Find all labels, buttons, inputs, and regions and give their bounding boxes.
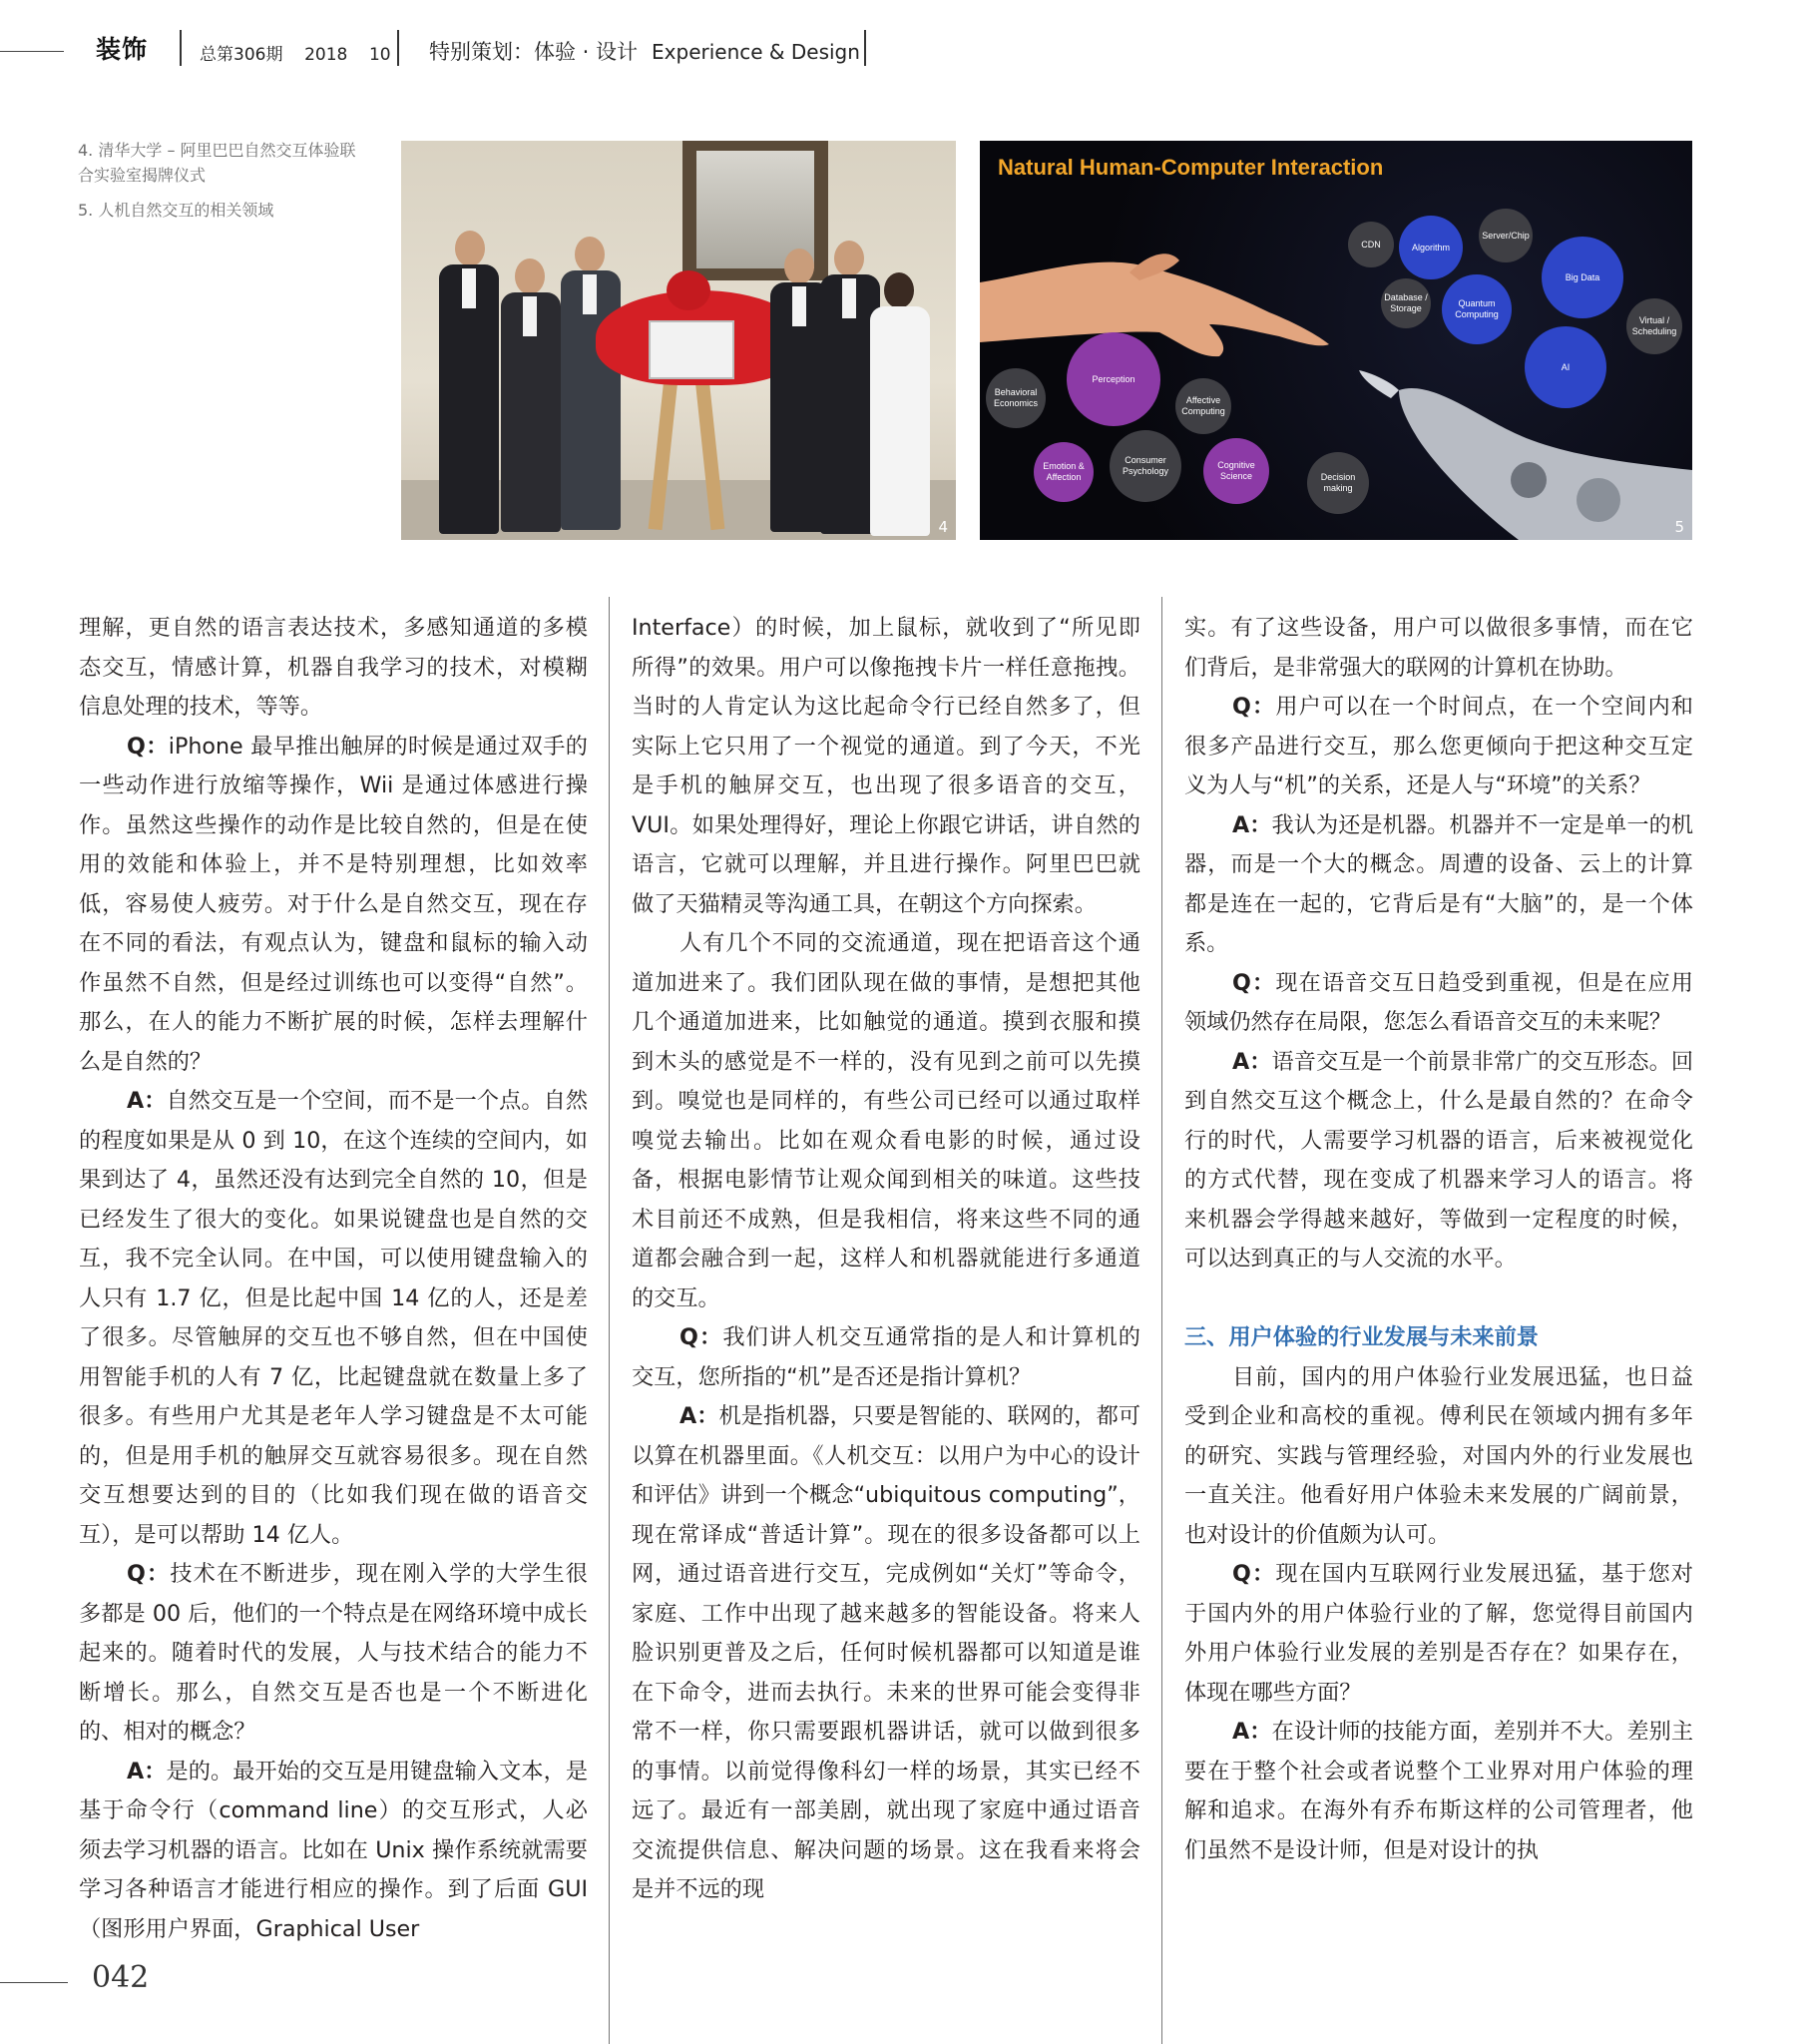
qa-label: A： xyxy=(1232,1719,1272,1745)
photo-lab-unveiling xyxy=(401,141,956,540)
column-divider xyxy=(1161,597,1162,2044)
bubble-virtual-scheduling: Virtual / Scheduling xyxy=(1626,298,1682,354)
bubble-server-chip: Server/Chip xyxy=(1479,209,1533,262)
qa-paragraph xyxy=(1184,806,1693,964)
issue-month: 10 xyxy=(368,45,391,65)
body-paragraph: Interface）的时候，加上鼠标，就收到了“所见即所得”的效果。用户可以像拖拽卡片一样任意拖拽。当时的人肯定认为这比起命令行已经自然多了，但实际上它只用了一个视觉的通道。到了今天，不光是手机的触屏交互，也出现了很多语音的交互，VUI。如果处理得好，理论上你跟它讲话，讲自然的语言，它就可以理解，并且进行操作。阿里巴巴就做了天猫精灵等沟通工具，在朝这个方向探索。 xyxy=(632,615,1140,917)
header-separator xyxy=(180,30,182,66)
bubble-perception: Perception xyxy=(1067,332,1160,426)
section-title-zh: 特别策划：体验 · 设计 xyxy=(429,40,639,64)
qa-label: Q： xyxy=(127,1561,171,1587)
caption-5: 5. 人机自然交互的相关领域 xyxy=(78,201,274,220)
page-number: 042 xyxy=(92,1960,150,1995)
qa-text: 语音交互是一个前景非常广的交互形态。回到自然交互这个概念上，什么是最自然的？在命令行的时代，人需要学习机器的语言，后来被视觉化的方式代替，现在变成了机器来学习人的语言。将来机器会学得越来越好，等做到一定程度的时候，可以达到真正的与人交流的水平。 xyxy=(1184,1048,1694,1272)
issue-number: 总第306期 xyxy=(200,45,283,65)
nhci-title: Natural Human-Computer Interaction xyxy=(998,155,1384,180)
qa-paragraph xyxy=(79,1082,588,1555)
bubble-consumer-psychology: Consumer Psychology xyxy=(1110,430,1181,502)
qa-text: 技术在不断进步，现在刚入学的大学生很多都是 00 后，他们的一个特点是在网络环境中成长起来的。随着时代的发展，人与技术结合的能力不断增长。那么，自然交互是否也是一个不断进化的、相对的概念？ xyxy=(79,1561,588,1745)
section-heading: 三、用户体验的行业发展与未来前景 xyxy=(1184,1324,1539,1350)
lab-plaque xyxy=(649,320,734,379)
issue-info xyxy=(200,40,391,65)
qa-paragraph xyxy=(1184,688,1693,806)
qa-label: A： xyxy=(1232,811,1272,838)
header-separator xyxy=(864,30,866,66)
bubble-behavioral-economics: Behavioral Economics xyxy=(986,368,1046,428)
body-paragraph: 实。有了这些设备，用户可以做很多事情，而在它们背后，是非常强大的联网的计算机在协助。 xyxy=(1184,615,1693,681)
bubble-cognitive-science: Cognitive Science xyxy=(1203,438,1269,504)
qa-text: 现在国内互联网行业发展迅猛，基于您对于国内外的用户体验行业的了解，您觉得目前国内外用户体验行业发展的差别是否存在？如果存在，体现在哪些方面？ xyxy=(1184,1561,1693,1706)
qa-label: A： xyxy=(127,1758,167,1785)
qa-text: 我们讲人机交互通常指的是人和计算机的交互，您所指的“机”是否还是指计算机？ xyxy=(632,1324,1140,1390)
figure-number-5: 5 xyxy=(1674,518,1684,536)
magazine-logo: 装饰 xyxy=(96,35,149,64)
photo-nhci-diagram xyxy=(980,141,1692,540)
qa-paragraph xyxy=(1184,1043,1693,1279)
human-hand-illustration xyxy=(980,213,1339,362)
qa-paragraph xyxy=(632,1397,1140,1910)
body-paragraph: 理解，更自然的语言表达技术，多感知通道的多模态交互，情感计算，机器自我学习的技术，对模糊信息处理的技术，等等。 xyxy=(79,615,588,720)
figure-number-4: 4 xyxy=(938,518,948,536)
qa-paragraph xyxy=(79,728,588,1083)
qa-label: A： xyxy=(127,1088,167,1114)
qa-label: A： xyxy=(679,1403,719,1429)
qa-label: Q： xyxy=(1232,1561,1276,1587)
qa-text: 我认为还是机器。机器并不一定是单一的机器，而是一个大的概念。周遭的设备、云上的计算都是连在一起的，它背后是有“大脑”的，是一个体系。 xyxy=(1184,811,1694,956)
qa-label: Q： xyxy=(127,733,169,760)
bubble-algorithm: Algorithm xyxy=(1399,216,1463,279)
article-column-3 xyxy=(1184,609,1693,1870)
section-title-en: Experience & Design xyxy=(652,40,860,64)
qa-paragraph xyxy=(79,1753,588,1950)
qa-text: 机是指机器，只要是智能的、联网的，都可以算在机器里面。《人机交互：以用户为中心的设计和评估》讲到一个概念“ubiquitous computing”，现在常译成“普适计算”。现在的很多设备都可以上网，通过语音进行交互，完成例如“关灯”等命令，家庭、工作中出现了越来越多的智能设备。将来人脸识别更普及之后，任何时候机器都可以知道是谁在下命令，进而去执行。未来的世界可能会变得非常不一样，你只需要跟机器讲话，就可以做到很多的事情。以前觉得像科幻一样的场景，其实已经不远了。最近有一部美剧，就出现了家庭中通过语音交流提供信息、解决问题的场景。这在我看来将会是并不远的现 xyxy=(632,1403,1141,1902)
column-divider xyxy=(609,597,610,2044)
red-bow xyxy=(667,270,710,310)
bubble-decision-making: Decision making xyxy=(1307,452,1369,514)
qa-paragraph xyxy=(1184,1713,1693,1870)
qa-label: Q： xyxy=(679,1324,723,1350)
qa-paragraph xyxy=(1184,964,1693,1043)
bubble-database-storage: Database / Storage xyxy=(1381,278,1431,328)
body-paragraph: 人有几个不同的交流通道，现在把语音这个通道加进来了。我们团队现在做的事情，是想把其他几个通道加进来，比如触觉的通道。摸到衣服和摸到木头的感觉是不一样的，没有见到之前可以先摸到。嗅觉也是同样的，有些公司已经可以通过取样嗅觉去输出。比如在观众看电影的时候，通过设备，根据电影情节让观众闻到相关的味道。这些技术目前还不成熟，但是我相信，将来这些不同的通道都会融合到一起，这样人和机器就能进行多通道的交互。 xyxy=(632,930,1140,1311)
qa-paragraph xyxy=(632,1318,1140,1397)
bubble-big-data: Big Data xyxy=(1542,237,1623,318)
qa-paragraph xyxy=(79,1555,588,1753)
issue-year: 2018 xyxy=(304,45,348,65)
header-separator xyxy=(397,30,399,66)
bubble-emotion-affection: Emotion & Affection xyxy=(1034,442,1094,502)
article-column-1 xyxy=(79,609,588,1949)
bubble-ai: AI xyxy=(1525,326,1606,408)
bubble-quantum-computing: Quantum Computing xyxy=(1442,274,1512,344)
bubble-cdn: CDN xyxy=(1348,222,1394,267)
figure-captions xyxy=(78,138,367,233)
section-title xyxy=(429,36,860,66)
qa-text: iPhone 最早推出触屏的时候是通过双手的一些动作进行放缩等操作，Wii 是通过体感进行操作。虽然这些操作的动作是比较自然的，但是在使用的效能和体验上，并不是特别理想，比如效率低，容易使人疲劳。对于什么是自然交互，现在存在不同的看法，有观点认为，键盘和鼠标的输入动作虽然不自然，但是经过训练也可以变得“自然”。那么，在人的能力不断扩展的时候，怎样去理解什么是自然的？ xyxy=(79,733,588,1075)
qa-text: 自然交互是一个空间，而不是一个点。自然的程度如果是从 0 到 10，在这个连续的空间内，如果到达了 4，虽然还没有达到完全自然的 10，但是已经发生了很大的变化。如果说键盘也是自然的交互，我不完全认同。在中国，可以使用键盘输入的人只有 1.7 亿，但是比起中国 14 亿的人，还是差了很多。尽管触屏的交互也不够自然，但在中国使用智能手机的人有 7 亿，比起键盘就在数量上多了很多。有些用户尤其是老年人学习键盘是不太可能的，但是用手机的触屏交互就容易很多。现在自然交互想要达到的目的（比如我们现在做的语音交互），是可以帮助 14 亿人。 xyxy=(79,1088,589,1548)
bubble-affective-computing: Affective Computing xyxy=(1175,378,1231,434)
caption-4: 4. 清华大学 – 阿里巴巴自然交互体验联合实验室揭牌仪式 xyxy=(78,141,356,185)
body-paragraph: 目前，国内的用户体验行业发展迅猛，也日益受到企业和高校的重视。傅利民在领域内拥有多年的研究、实践与管理经验，对国内外的行业发展也一直关注。他看好用户体验未来发展的广阔前景，也对设计的价值颇为认可。 xyxy=(1184,1363,1693,1548)
qa-label: Q： xyxy=(1232,694,1276,720)
qa-text: 用户可以在一个时间点，在一个空间内和很多产品进行交互，那么您更倾向于把这种交互定义为人与“机”的关系，还是人与“环境”的关系？ xyxy=(1184,694,1693,798)
qa-paragraph xyxy=(1184,1555,1693,1713)
qa-text: 现在语音交互日趋受到重视，但是在应用领域仍然存在局限，您怎么看语音交互的未来呢？ xyxy=(1184,969,1693,1035)
article-column-2 xyxy=(632,609,1140,1910)
qa-text: 是的。最开始的交互是用键盘输入文本，是基于命令行（command line）的交互形式，人必须去学习机器的语言。比如在 Unix 操作系统就需要学习各种语言才能进行相应的操作。到了后面 GUI（图形用户界面，Graphical User xyxy=(79,1758,589,1942)
footer-rule xyxy=(0,1982,68,1983)
qa-label: Q： xyxy=(1232,969,1276,996)
qa-label: A： xyxy=(1232,1048,1272,1075)
header-rule-left xyxy=(0,51,64,52)
qa-text: 在设计师的技能方面，差别并不大。差别主要在于整个社会或者说整个工业界对用户体验的理解和追求。在海外有乔布斯这样的公司管理者，他们虽然不是设计师，但是对设计的执 xyxy=(1184,1719,1694,1863)
